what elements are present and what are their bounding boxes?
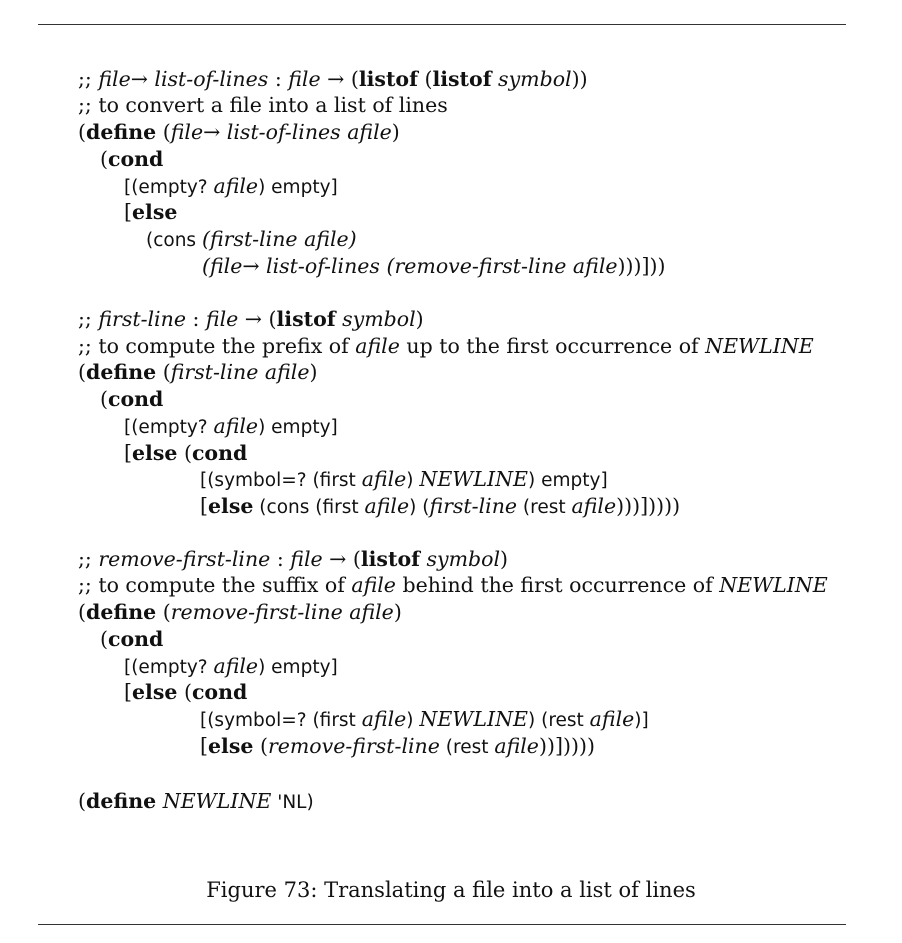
code-token: ) empty] — [528, 470, 608, 491]
code-token: afile — [213, 654, 259, 678]
code-token: [ — [124, 441, 132, 465]
code-line — [124, 679, 247, 705]
code-token: : — [185, 307, 206, 331]
code-token: → ( — [320, 67, 359, 91]
code-token: remove-first-line — [267, 734, 440, 758]
code-token: (rest — [439, 737, 495, 758]
code-line — [78, 66, 588, 92]
code-token: ) — [406, 710, 420, 731]
code-token: NEWLINE — [419, 467, 528, 491]
code-token: [(empty? — [124, 177, 214, 198]
code-token: [(empty? — [124, 657, 214, 678]
code-token: [(symbol=? (first — [200, 470, 362, 491]
code-token: remove-first-line afile — [170, 600, 394, 624]
code-token: listof — [358, 67, 418, 91]
code-token: file — [205, 307, 239, 331]
code-token: define — [86, 600, 157, 624]
code-token: ) empty] — [258, 417, 338, 438]
bottom-rule — [38, 924, 846, 925]
code-token: (cons — [146, 230, 202, 251]
code-token: remove-first-line — [98, 547, 271, 571]
code-token: 'NL) — [271, 792, 314, 813]
code-token: )))])) — [617, 254, 666, 278]
code-line — [200, 493, 680, 521]
code-line — [146, 226, 357, 254]
code-token: define — [86, 789, 157, 813]
code-token: ;; to compute the prefix of — [78, 334, 356, 358]
code-token: afile — [361, 707, 407, 731]
code-token: ( — [78, 360, 86, 384]
code-line — [200, 466, 608, 494]
code-token: file→ list-of-lines afile — [170, 120, 392, 144]
code-line — [124, 440, 247, 466]
code-line — [78, 333, 814, 359]
code-token: NEWLINE — [419, 707, 528, 731]
code-token: afile — [589, 707, 635, 731]
code-line — [78, 572, 828, 598]
code-line — [78, 119, 400, 145]
code-token: cond — [191, 680, 248, 704]
code-token: : — [268, 67, 289, 91]
code-token: define — [86, 120, 157, 144]
code-token: ;; to compute the suffix of — [78, 573, 352, 597]
code-line — [78, 359, 317, 385]
code-token: ( — [78, 600, 86, 624]
code-token: afile — [355, 334, 400, 358]
code-token: listof — [360, 547, 420, 571]
code-token: else — [132, 680, 178, 704]
code-token: ( — [78, 120, 86, 144]
code-token: define — [86, 360, 157, 384]
code-line — [78, 546, 508, 572]
code-token: listof — [432, 67, 492, 91]
code-token: [ — [124, 200, 132, 224]
code-token: cond — [191, 441, 248, 465]
code-token: else — [132, 441, 178, 465]
code-token: symbol — [426, 547, 501, 571]
code-token: listof — [276, 307, 336, 331]
code-token: ( — [253, 734, 268, 758]
code-token: ( — [78, 789, 86, 813]
code-token: → ( — [322, 547, 361, 571]
code-token: [ — [200, 734, 208, 758]
code-token: afile — [213, 414, 259, 438]
code-token: ) — [415, 307, 424, 331]
figure-caption: Figure 73: Translating a file into a list of lines — [206, 878, 696, 902]
code-token: (file→ list-of-lines (remove-first-line afile — [202, 254, 618, 278]
code-token: afile — [364, 494, 410, 518]
code-token: ) (rest — [528, 710, 590, 731]
code-token: afile — [571, 494, 617, 518]
code-token: : — [270, 547, 291, 571]
code-line — [200, 733, 595, 761]
code-line — [124, 199, 177, 225]
code-token: ) — [391, 120, 400, 144]
code-token: file — [288, 67, 321, 91]
code-token: afile — [494, 734, 539, 758]
code-token: cond — [108, 147, 164, 171]
code-token: [(symbol=? (first — [200, 710, 362, 731]
code-line — [78, 788, 314, 816]
code-token: ;; — [78, 67, 99, 91]
code-line — [78, 92, 448, 118]
code-token: ) — [309, 360, 318, 384]
code-token: first-line afile — [170, 360, 310, 384]
code-token: ) — [500, 547, 509, 571]
code-token: ) empty] — [258, 177, 338, 198]
code-token: ( — [100, 147, 108, 171]
code-token: else — [208, 734, 254, 758]
code-token: ( — [156, 360, 171, 384]
code-token: first-line — [429, 494, 518, 518]
code-token: first-line — [98, 307, 186, 331]
code-token: afile — [351, 573, 396, 597]
code-token: [ — [200, 494, 208, 518]
code-line — [100, 626, 163, 652]
code-token: ( — [156, 600, 171, 624]
code-line — [78, 599, 402, 625]
code-line — [124, 413, 338, 441]
code-line — [202, 253, 666, 279]
code-token: behind the first occurrence of — [395, 573, 720, 597]
code-token: file→ list-of-lines — [98, 67, 269, 91]
code-token: ) empty] — [258, 657, 338, 678]
code-token: [(empty? — [124, 417, 214, 438]
code-token: symbol — [342, 307, 416, 331]
code-token: ( — [177, 680, 192, 704]
code-token: else — [132, 200, 178, 224]
code-token: ) — [393, 600, 402, 624]
code-token: (rest — [517, 497, 572, 518]
code-token: ;; — [78, 307, 99, 331]
code-line — [100, 386, 163, 412]
code-token: NEWLINE — [719, 573, 828, 597]
code-line — [124, 173, 338, 201]
code-token: ( — [156, 120, 171, 144]
code-token: (cons (first — [253, 497, 365, 518]
code-token: cond — [108, 387, 164, 411]
code-token: NEWLINE — [705, 334, 814, 358]
code-token: ))])))) — [538, 734, 595, 758]
code-token: ( — [417, 67, 433, 91]
code-token: → ( — [238, 307, 277, 331]
code-token: (first-line afile) — [201, 227, 357, 251]
code-token: up to the first occurrence of — [399, 334, 706, 358]
code-line — [124, 653, 338, 681]
code-token: ;; to convert a file into a list of lines — [78, 93, 448, 117]
code-token: file — [290, 547, 323, 571]
code-token: ( — [100, 627, 108, 651]
code-token: ;; — [78, 547, 99, 571]
code-token: )))])))) — [616, 494, 681, 518]
code-token: ) ( — [409, 497, 430, 518]
code-token: ( — [177, 441, 192, 465]
code-token: afile — [361, 467, 407, 491]
code-token: cond — [108, 627, 164, 651]
code-token: NEWLINE — [162, 789, 272, 813]
code-line — [100, 146, 163, 172]
code-line — [78, 306, 424, 332]
code-token: )] — [634, 710, 649, 731]
code-token: afile — [213, 174, 259, 198]
code-token: )) — [571, 67, 588, 91]
code-token: [ — [124, 680, 132, 704]
code-token: symbol — [498, 67, 572, 91]
code-line — [200, 706, 649, 734]
code-token: ) — [406, 470, 420, 491]
code-token: ( — [100, 387, 108, 411]
code-token: else — [208, 494, 254, 518]
